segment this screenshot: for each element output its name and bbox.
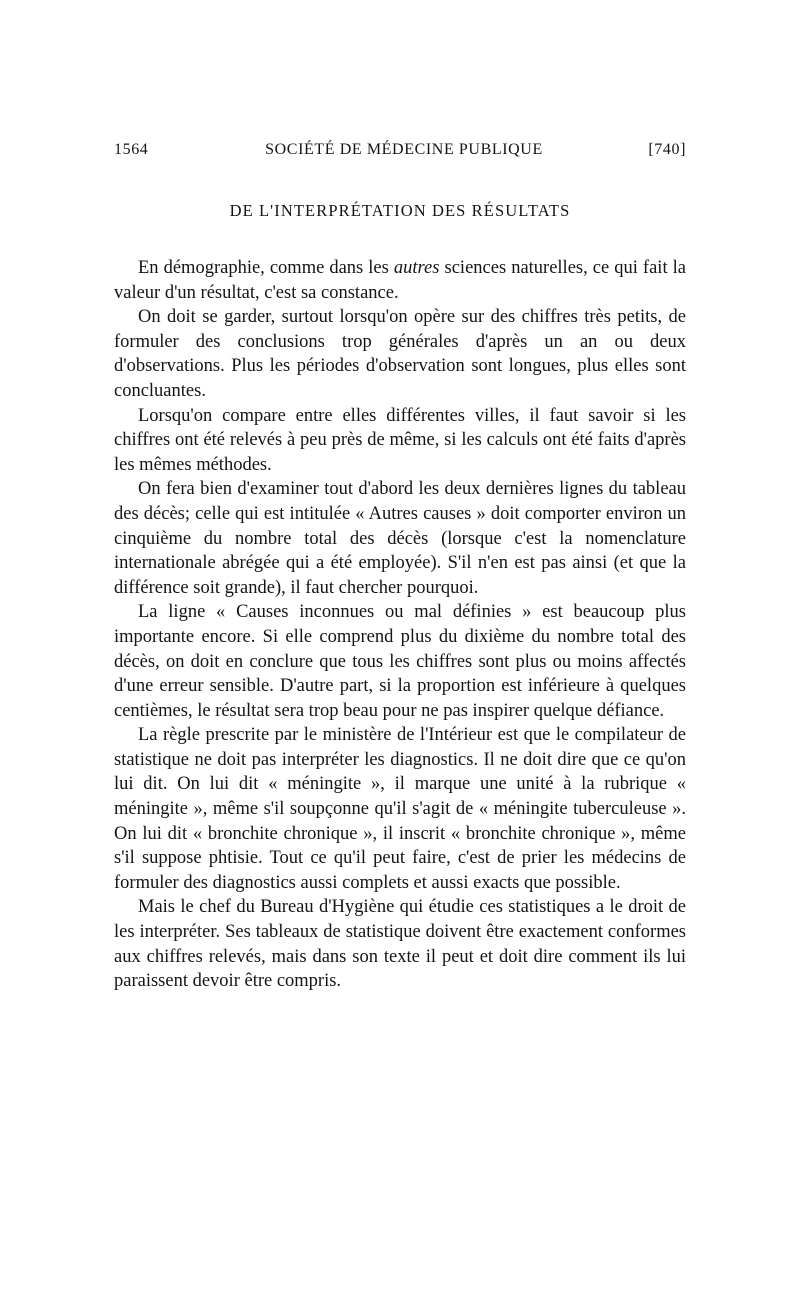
body-text <box>114 256 686 994</box>
paragraph: On doit se garder, surtout lorsqu'on opère sur des chiffres très petits, de formuler des conclusions trop générales d'après un an ou deux d'observations. Plus les périodes d'observation sont longues, plus elles sont concluantes. <box>114 307 686 401</box>
paragraph-text: sciences naturelles, ce qui fait la valeur d'un résultat, c'est sa constance. <box>114 258 686 303</box>
italic-word: autres <box>393 258 440 278</box>
paragraph <box>114 256 686 305</box>
running-title: SOCIÉTÉ DE MÉDECINE PUBLIQUE <box>265 141 543 158</box>
bracket-number: [740] <box>648 141 686 158</box>
paragraph-text: En démographie, comme dans les <box>138 258 394 278</box>
paragraph: On fera bien d'examiner tout d'abord les deux dernières lignes du tableau des décès; celle qui est intitulée « Autres causes » doit comporter environ un cinquième du nombre total des décès (lorsque c'est la nomenclature internationale abrégée qui a été employée). S'il n'en est pas ainsi (et que la différence soit grande), il faut chercher pourquoi. <box>114 479 686 598</box>
page-number: 1564 <box>114 141 149 158</box>
paragraph: Mais le chef du Bureau d'Hygiène qui étudie ces statistiques a le droit de les interpréter. Ses tableaux de statistique doivent être exactement conformes aux chiffres relevés, mais dans son texte il peut et doit dire comment ils lui paraissent devoir être compris. <box>114 897 686 992</box>
section-title: DE L'INTERPRÉTATION DES RÉSULTATS <box>229 201 571 220</box>
paragraph: Lorsqu'on compare entre elles différentes villes, il faut savoir si les chiffres ont été relevés à peu près de même, si les calculs ont été faits d'après les mêmes méthodes. <box>114 405 686 475</box>
paragraph: La règle prescrite par le ministère de l'Intérieur est que le compilateur de statistique ne doit pas interpréter les diagnostics. Il ne doit dire que ce qu'on lui dit. On lui dit « méningite », il marque une unité à la rubrique « méningite », même s'il soupçonne qu'il s'agit de « méningite tuberculeuse ». On lui dit « bronchite chronique », il inscrit « bronchite chronique », même s'il suppose phtisie. Tout ce qu'il peut faire, c'est de prier les médecins de formuler des diagnostics aussi complets et aussi exacts que possible. <box>114 725 686 893</box>
running-header <box>114 141 686 167</box>
paragraph: La ligne « Causes inconnues ou mal définies » est beaucoup plus importante encore. Si elle comprend plus du dixième du nombre total des décès, on doit en conclure que tous les chiffres sont plus ou moins affectés d'une erreur sensible. D'autre part, si la proportion est inférieure à quelques centièmes, le résultat sera trop beau pour ne pas inspirer quelque défiance. <box>114 602 686 721</box>
